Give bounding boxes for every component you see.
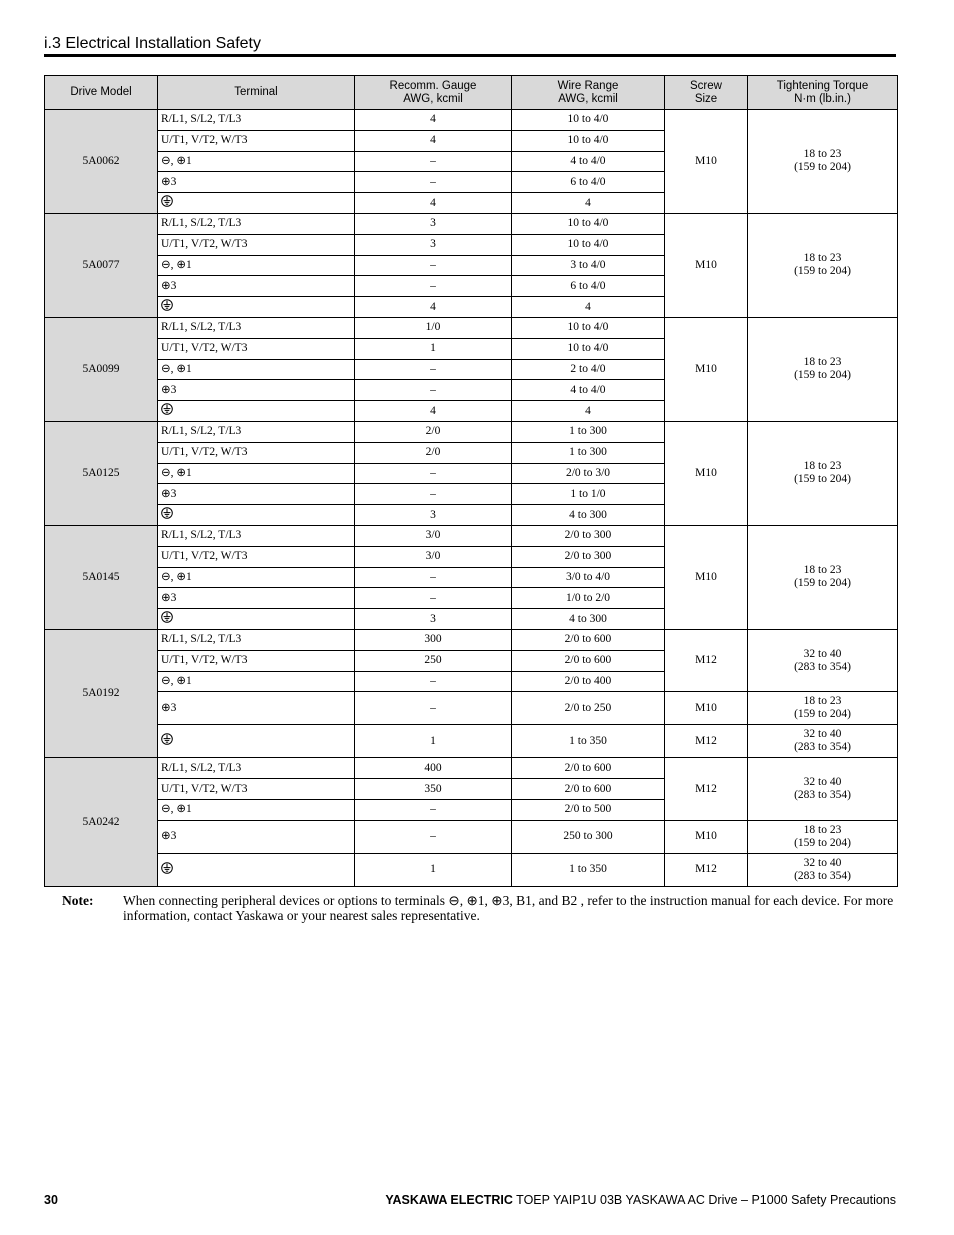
terminal-cell: U/T1, V/T2, W/T3: [158, 650, 355, 671]
wire-range-cell: 2/0 to 600: [512, 758, 665, 779]
screw-size-cell: M12: [665, 629, 748, 691]
screw-size-cell: M10: [665, 692, 748, 725]
recomm-gauge-cell: –: [355, 820, 512, 853]
screw-size-cell: M10: [665, 213, 748, 317]
wire-range-cell: 2/0 to 400: [512, 671, 665, 692]
terminal-cell: ⊕3: [158, 820, 355, 853]
recomm-gauge-cell: 400: [355, 758, 512, 779]
terminal-cell: [158, 193, 355, 214]
terminal-cell: R/L1, S/L2, T/L3: [158, 317, 355, 338]
terminal-cell: ⊕3: [158, 276, 355, 297]
table-row: [45, 820, 898, 853]
recomm-gauge-cell: –: [355, 276, 512, 297]
terminal-cell: U/T1, V/T2, W/T3: [158, 234, 355, 255]
wire-range-cell: 10 to 4/0: [512, 110, 665, 131]
ground-icon: [161, 611, 173, 627]
wire-range-cell: 2 to 4/0: [512, 359, 665, 380]
wire-range-cell: 4: [512, 401, 665, 422]
table-row: [45, 758, 898, 779]
wire-range-cell: 4 to 300: [512, 505, 665, 526]
drive-model-cell: 5A0192: [45, 629, 158, 757]
tightening-torque-cell: 32 to 40 (283 to 354): [748, 629, 898, 691]
terminal-cell: ⊖, ⊕1: [158, 671, 355, 692]
terminal-cell: R/L1, S/L2, T/L3: [158, 525, 355, 546]
wire-range-cell: 10 to 4/0: [512, 130, 665, 151]
recomm-gauge-cell: –: [355, 359, 512, 380]
footer-document-title: TOEP YAIP1U 03B YASKAWA AC Drive – P1000 Safety Precautions: [512, 1193, 896, 1207]
tightening-torque-cell: 18 to 23 (159 to 204): [748, 317, 898, 421]
terminal-cell: ⊕3: [158, 380, 355, 401]
terminal-cell: U/T1, V/T2, W/T3: [158, 130, 355, 151]
recomm-gauge-cell: –: [355, 484, 512, 505]
recomm-gauge-cell: 1: [355, 853, 512, 886]
wire-range-cell: 1 to 350: [512, 853, 665, 886]
terminal-cell: ⊕3: [158, 692, 355, 725]
wire-range-cell: 6 to 4/0: [512, 276, 665, 297]
recomm-gauge-cell: 3: [355, 213, 512, 234]
ground-icon: [161, 862, 173, 878]
terminal-cell: [158, 609, 355, 630]
wire-range-cell: 1 to 350: [512, 725, 665, 758]
screw-size-cell: M10: [665, 525, 748, 629]
wire-range-cell: 6 to 4/0: [512, 172, 665, 193]
table-row: [45, 110, 898, 131]
terminal-cell: ⊕3: [158, 484, 355, 505]
recomm-gauge-cell: –: [355, 588, 512, 609]
drive-model-cell: 5A0145: [45, 525, 158, 629]
wire-range-cell: 2/0 to 300: [512, 525, 665, 546]
wire-range-cell: 2/0 to 600: [512, 650, 665, 671]
page-number: 30: [44, 1193, 58, 1207]
tightening-torque-cell: 18 to 23 (159 to 204): [748, 213, 898, 317]
recomm-gauge-cell: –: [355, 799, 512, 820]
tightening-torque-cell: 18 to 23 (159 to 204): [748, 421, 898, 525]
header-screw-size: Screw Size: [665, 76, 748, 110]
table-row: [45, 525, 898, 546]
recomm-gauge-cell: 4: [355, 193, 512, 214]
header-tightening-torque: Tightening Torque N·m (lb.in.): [748, 76, 898, 110]
terminal-cell: U/T1, V/T2, W/T3: [158, 442, 355, 463]
drive-model-cell: 5A0077: [45, 213, 158, 317]
wire-range-cell: 4 to 4/0: [512, 151, 665, 172]
recomm-gauge-cell: 1: [355, 725, 512, 758]
wire-range-cell: 4: [512, 193, 665, 214]
table-row: [45, 629, 898, 650]
tightening-torque-cell: 32 to 40 (283 to 354): [748, 725, 898, 758]
recomm-gauge-cell: 2/0: [355, 442, 512, 463]
terminal-cell: ⊖, ⊕1: [158, 567, 355, 588]
table-row: [45, 853, 898, 886]
wire-range-cell: 10 to 4/0: [512, 317, 665, 338]
recomm-gauge-cell: 4: [355, 401, 512, 422]
wire-range-cell: 10 to 4/0: [512, 213, 665, 234]
terminal-cell: [158, 505, 355, 526]
terminal-cell: [158, 297, 355, 318]
recomm-gauge-cell: –: [355, 172, 512, 193]
drive-model-cell: 5A0242: [45, 758, 158, 886]
recomm-gauge-cell: 4: [355, 297, 512, 318]
recomm-gauge-cell: 3: [355, 609, 512, 630]
terminal-cell: U/T1, V/T2, W/T3: [158, 779, 355, 800]
header-recomm-gauge: Recomm. Gauge AWG, kcmil: [355, 76, 512, 110]
wire-range-cell: 250 to 300: [512, 820, 665, 853]
wire-range-cell: 3 to 4/0: [512, 255, 665, 276]
screw-size-cell: M10: [665, 421, 748, 525]
recomm-gauge-cell: 4: [355, 130, 512, 151]
ground-icon: [161, 507, 173, 523]
tightening-torque-cell: 32 to 40 (283 to 354): [748, 853, 898, 886]
recomm-gauge-cell: 1/0: [355, 317, 512, 338]
recomm-gauge-cell: –: [355, 567, 512, 588]
wire-range-cell: 4 to 300: [512, 609, 665, 630]
screw-size-cell: M12: [665, 725, 748, 758]
terminal-cell: ⊖, ⊕1: [158, 255, 355, 276]
terminal-cell: ⊖, ⊕1: [158, 463, 355, 484]
wire-range-cell: 1 to 1/0: [512, 484, 665, 505]
wire-range-cell: 3/0 to 4/0: [512, 567, 665, 588]
recomm-gauge-cell: –: [355, 692, 512, 725]
screw-size-cell: M10: [665, 110, 748, 214]
wire-range-cell: 2/0 to 3/0: [512, 463, 665, 484]
tightening-torque-cell: 18 to 23 (159 to 204): [748, 820, 898, 853]
terminal-cell: ⊖, ⊕1: [158, 799, 355, 820]
wire-range-cell: 1 to 300: [512, 421, 665, 442]
recomm-gauge-cell: –: [355, 380, 512, 401]
wire-range-cell: 4 to 4/0: [512, 380, 665, 401]
recomm-gauge-cell: 250: [355, 650, 512, 671]
wire-range-cell: 10 to 4/0: [512, 234, 665, 255]
wire-range-cell: 2/0 to 300: [512, 546, 665, 567]
wire-gauge-table: [44, 75, 898, 887]
drive-model-cell: 5A0099: [45, 317, 158, 421]
ground-icon: [161, 733, 173, 749]
header-wire-range: Wire Range AWG, kcmil: [512, 76, 665, 110]
wire-range-cell: 2/0 to 250: [512, 692, 665, 725]
wire-range-cell: 1/0 to 2/0: [512, 588, 665, 609]
recomm-gauge-cell: 3: [355, 234, 512, 255]
screw-size-cell: M12: [665, 758, 748, 820]
note: [62, 893, 896, 923]
table-header-row: [45, 76, 898, 110]
table-row: [45, 213, 898, 234]
page-footer: [44, 1193, 896, 1209]
tightening-torque-cell: 18 to 23 (159 to 204): [748, 110, 898, 214]
recomm-gauge-cell: –: [355, 255, 512, 276]
recomm-gauge-cell: –: [355, 151, 512, 172]
footer-brand: YASKAWA ELECTRIC: [385, 1193, 513, 1207]
wire-range-cell: 4: [512, 297, 665, 318]
table-row: [45, 317, 898, 338]
ground-icon: [161, 403, 173, 419]
recomm-gauge-cell: 300: [355, 629, 512, 650]
recomm-gauge-cell: 3: [355, 505, 512, 526]
screw-size-cell: M12: [665, 853, 748, 886]
header-terminal: Terminal: [158, 76, 355, 110]
recomm-gauge-cell: 3/0: [355, 525, 512, 546]
terminal-cell: U/T1, V/T2, W/T3: [158, 338, 355, 359]
terminal-cell: R/L1, S/L2, T/L3: [158, 213, 355, 234]
tightening-torque-cell: 18 to 23 (159 to 204): [748, 692, 898, 725]
recomm-gauge-cell: –: [355, 671, 512, 692]
terminal-cell: [158, 853, 355, 886]
terminal-cell: ⊕3: [158, 172, 355, 193]
ground-icon: [161, 299, 173, 315]
tightening-torque-cell: 18 to 23 (159 to 204): [748, 525, 898, 629]
wire-range-cell: 2/0 to 600: [512, 779, 665, 800]
terminal-cell: R/L1, S/L2, T/L3: [158, 629, 355, 650]
table-row: [45, 421, 898, 442]
drive-model-cell: 5A0125: [45, 421, 158, 525]
tightening-torque-cell: 32 to 40 (283 to 354): [748, 758, 898, 820]
terminal-cell: ⊖, ⊕1: [158, 359, 355, 380]
wire-range-cell: 2/0 to 500: [512, 799, 665, 820]
screw-size-cell: M10: [665, 820, 748, 853]
section-title: i.3 Electrical Installation Safety: [44, 35, 896, 57]
recomm-gauge-cell: –: [355, 463, 512, 484]
wire-range-cell: 10 to 4/0: [512, 338, 665, 359]
terminal-cell: [158, 725, 355, 758]
recomm-gauge-cell: 2/0: [355, 421, 512, 442]
note-label: Note:: [62, 893, 94, 908]
terminal-cell: ⊖, ⊕1: [158, 151, 355, 172]
footer-document-info: [385, 1193, 896, 1207]
terminal-cell: R/L1, S/L2, T/L3: [158, 110, 355, 131]
wire-range-cell: 1 to 300: [512, 442, 665, 463]
recomm-gauge-cell: 350: [355, 779, 512, 800]
header-drive-model: Drive Model: [45, 76, 158, 110]
terminal-cell: R/L1, S/L2, T/L3: [158, 421, 355, 442]
table-row: [45, 725, 898, 758]
drive-model-cell: 5A0062: [45, 110, 158, 214]
table-row: [45, 692, 898, 725]
recomm-gauge-cell: 1: [355, 338, 512, 359]
recomm-gauge-cell: 4: [355, 110, 512, 131]
screw-size-cell: M10: [665, 317, 748, 421]
terminal-cell: U/T1, V/T2, W/T3: [158, 546, 355, 567]
ground-icon: [161, 195, 173, 211]
recomm-gauge-cell: 3/0: [355, 546, 512, 567]
note-text: When connecting peripheral devices or options to terminals ⊖, ⊕1, ⊕3, B1, and B2 , refer to the instruction manual for each device. For more information, contact Yaskawa or your nearest sales representative.: [123, 893, 894, 923]
wire-range-cell: 2/0 to 600: [512, 629, 665, 650]
terminal-cell: R/L1, S/L2, T/L3: [158, 758, 355, 779]
terminal-cell: [158, 401, 355, 422]
terminal-cell: ⊕3: [158, 588, 355, 609]
